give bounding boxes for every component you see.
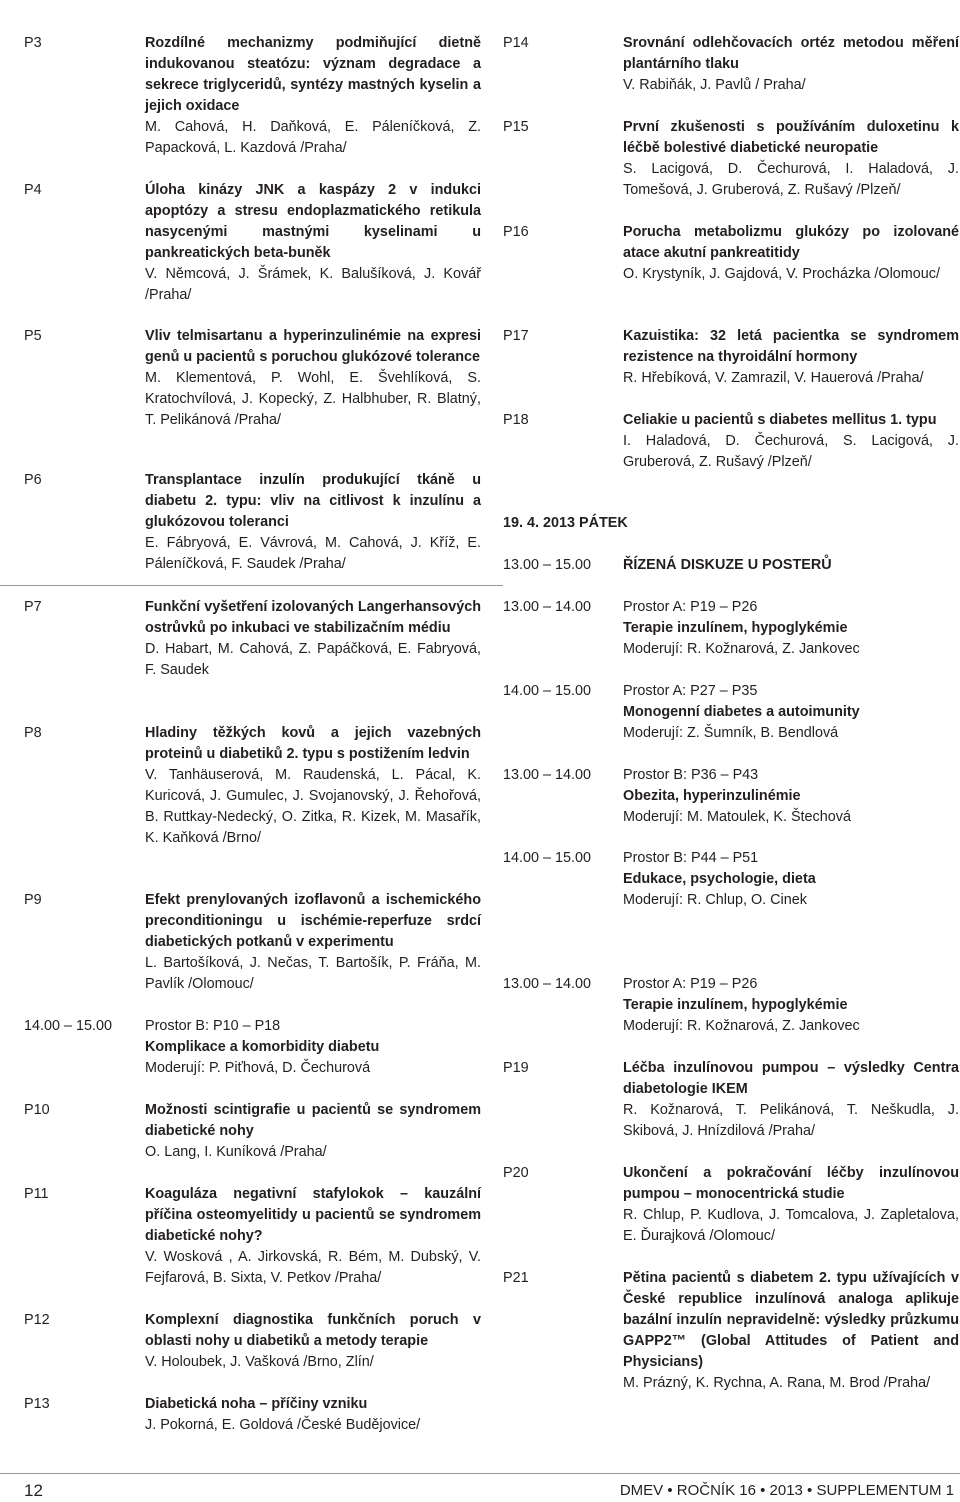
poster-authors: M. Klementová, P. Wohl, E. Švehlíková, S. Kratochvílová, J. Kopecký, Z. Halbhuber, R. Blatný, T. Pelikánová /Praha/ (145, 370, 481, 428)
section-divider (0, 585, 503, 586)
poster-authors: D. Habart, M. Cahová, Z. Papáčková, E. Fabryová, F. Saudek (145, 641, 481, 678)
session-moderators: Moderují: P. Piťhová, D. Čechurová (145, 1060, 371, 1076)
poster-code: P9 (24, 892, 42, 908)
poster-code: P11 (24, 1186, 49, 1202)
poster-code: P12 (24, 1312, 50, 1328)
poster-title: Komplexní diagnostika funkčních poruch v oblasti nohy u diabetiků a metody terapie (145, 1312, 481, 1349)
poster-code: P4 (24, 182, 42, 198)
poster-authors: V. Němcová, J. Šrámek, K. Balušíková, J. Kovář /Praha/ (145, 266, 481, 303)
poster-authors: E. Fábryová, E. Vávrová, M. Cahová, J. Kříž, E. Páleníčková, F. Saudek /Praha/ (145, 535, 481, 572)
poster-code: P5 (24, 328, 42, 344)
poster-authors: R. Hřebíková, V. Zamrazil, V. Hauerová /Praha/ (623, 370, 924, 386)
poster-authors: S. Lacigová, D. Čechurová, I. Haladová, J. Tomešová, J. Gruberová, Z. Rušavý /Plzeň/ (623, 161, 959, 198)
poster-code: P10 (24, 1102, 50, 1118)
session-moderators: Moderují: M. Matoulek, K. Štechová (623, 809, 851, 825)
poster-title: Celiakie u pacientů s diabetes mellitus 1. typu (623, 412, 937, 428)
session-moderators: Moderují: Z. Šumník, B. Bendlová (623, 725, 839, 741)
session-time: 13.00 – 14.00 (503, 599, 592, 615)
poster-code: P17 (503, 328, 529, 344)
poster-authors: R. Chlup, P. Kudlova, J. Tomcalova, J. Zapletalova, E. Ďurajková /Olomouc/ (623, 1207, 959, 1244)
poster-code: P15 (503, 119, 529, 135)
poster-authors: O. Lang, I. Kuníková /Praha/ (145, 1144, 327, 1160)
poster-title: Srovnání odlehčovacích ortéz metodou měření plantárního tlaku (623, 35, 959, 72)
poster-title: První zkušenosti s používáním duloxetinu k léčbě bolestivé diabetické neuropatie (623, 119, 959, 156)
poster-code: P21 (503, 1270, 529, 1286)
session-moderators: Moderují: R. Chlup, O. Cinek (623, 892, 807, 908)
session-topic: Komplikace a komorbidity diabetu (145, 1039, 380, 1055)
poster-code: P6 (24, 472, 42, 488)
session-time: 13.00 – 14.00 (503, 767, 592, 783)
session-topic: Edukace, psychologie, dieta (623, 871, 816, 887)
date-heading: 19. 4. 2013 PÁTEK (503, 515, 628, 531)
session-time: 14.00 – 15.00 (503, 850, 592, 866)
poster-title: Vliv telmisartanu a hyperinzulinémie na expresi genů u pacientů s poruchou glukózové tolerance (145, 328, 481, 365)
poster-code: P7 (24, 599, 42, 615)
session-room: Prostor A: P19 – P26 (623, 599, 758, 615)
poster-title: Kazuistika: 32 letá pacientka se syndromem rezistence na thyroidální hormony (623, 328, 959, 365)
session-moderators: Moderují: R. Kožnarová, Z. Jankovec (623, 1018, 860, 1034)
session-time: 13.00 – 14.00 (503, 976, 592, 992)
poster-code: P20 (503, 1165, 529, 1181)
poster-authors: M. Cahová, H. Daňková, E. Páleníčková, Z. Papacková, L. Kazdová /Praha/ (145, 119, 481, 156)
poster-authors: O. Krystyník, J. Gajdová, V. Procházka /Olomouc/ (623, 266, 940, 282)
poster-title: Transplantace inzulín produkující tkáně u diabetu 2. typu: vliv na citlivost k inzulínu a glukózovou toleranci (145, 472, 481, 530)
poster-authors: J. Pokorná, E. Goldová /České Budějovice/ (145, 1417, 421, 1433)
poster-code: P16 (503, 224, 529, 240)
poster-authors: I. Haladová, D. Čechurová, S. Lacigová, J. Gruberová, Z. Rušavý /Plzeň/ (623, 433, 959, 470)
page-number: 12 (24, 1481, 43, 1500)
session-room: Prostor A: P19 – P26 (623, 976, 758, 992)
poster-title: Funkční vyšetření izolovaných Langerhansových ostrůvků po inkubaci ve stabilizačním médiu (145, 599, 481, 636)
discussion-heading: ŘÍZENÁ DISKUZE U POSTERŮ (623, 557, 832, 573)
session-time: 14.00 – 15.00 (24, 1018, 113, 1034)
poster-title: Porucha metabolizmu glukózy po izolované atace akutní pankreatitidy (623, 224, 959, 261)
poster-code: P3 (24, 35, 42, 51)
poster-code: P13 (24, 1396, 50, 1412)
session-topic: Obezita, hyperinzulinémie (623, 788, 801, 804)
poster-title: Ukončení a pokračování léčby inzulínovou pumpou – monocentrická studie (623, 1165, 959, 1202)
poster-title: Efekt prenylovaných izoflavonů a ischemického preconditioningu u ischémie-reperfuze srdcí diabetických potkanů v experimentu (145, 892, 481, 950)
session-moderators: Moderují: R. Kožnarová, Z. Jankovec (623, 641, 860, 657)
poster-authors: L. Bartošíková, J. Nečas, T. Bartošík, P. Fráňa, M. Pavlík /Olomouc/ (145, 955, 481, 992)
poster-authors: V. Rabiňák, J. Pavlů / Praha/ (623, 77, 806, 93)
poster-title: Možnosti scintigrafie u pacientů se syndromem diabetické nohy (145, 1102, 481, 1139)
poster-title: Úloha kinázy JNK a kaspázy 2 v indukci apoptózy a stresu endoplazmatického retikula nasycenými mastnými kyselinami u pankreatických beta-buněk (145, 182, 481, 261)
session-topic: Terapie inzulínem, hypoglykémie (623, 620, 848, 636)
poster-code: P14 (503, 35, 529, 51)
session-room: Prostor B: P10 – P18 (145, 1018, 281, 1034)
session-topic: Monogenní diabetes a autoimunity (623, 704, 860, 720)
poster-authors: V. Tanhäuserová, M. Raudenská, L. Pácal, K. Kuricová, J. Gumulec, J. Svojanovský, J. Řehořová, B. Ruttkay-Nedecký, O. Zitka, R. Kizek, M. Masařík, K. Kaňková /Brno/ (145, 767, 481, 846)
session-room: Prostor B: P44 – P51 (623, 850, 759, 866)
session-room: Prostor A: P27 – P35 (623, 683, 758, 699)
session-time: 13.00 – 15.00 (503, 557, 592, 573)
poster-authors: M. Prázný, K. Rychna, A. Rana, M. Brod /Praha/ (623, 1375, 931, 1391)
poster-title: Rozdílné mechanizmy podmiňující dietně indukovanou steatózu: význam degradace a sekrece triglyceridů, syntézy mastných kyselin a jejich oxidace (145, 35, 481, 114)
session-topic: Terapie inzulínem, hypoglykémie (623, 997, 848, 1013)
poster-authors: V. Holoubek, J. Vašková /Brno, Zlín/ (145, 1354, 374, 1370)
poster-authors: V. Wosková , A. Jirkovská, R. Bém, M. Dubský, V. Fejfarová, B. Sixta, V. Petkov /Praha/ (145, 1249, 481, 1286)
poster-code: P18 (503, 412, 529, 428)
poster-title: Diabetická noha – příčiny vzniku (145, 1396, 368, 1412)
journal-footer: DMEV • ROČNÍK 16 • 2013 • SUPPLEMENTUM 1 (619, 1482, 954, 1499)
footer-divider (0, 1473, 960, 1474)
poster-code: P19 (503, 1060, 529, 1076)
session-room: Prostor B: P36 – P43 (623, 767, 759, 783)
poster-title: Pětina pacientů s diabetem 2. typu užívajících v České republice inzulínová analoga aplikuje bazální inzulín nepravidelně: výsledky průzkumu GAPP2™ (Global Attitudes of Patient and Physicians) (623, 1270, 959, 1370)
poster-authors: R. Kožnarová, T. Pelikánová, T. Neškudla, J. Skibová, J. Hnízdilová /Praha/ (623, 1102, 959, 1139)
poster-title: Léčba inzulínovou pumpou – výsledky Centra diabetologie IKEM (623, 1060, 959, 1097)
poster-title: Hladiny těžkých kovů a jejich vazebných proteinů u diabetiků 2. typu s postižením ledvin (145, 725, 481, 762)
session-time: 14.00 – 15.00 (503, 683, 592, 699)
poster-title: Koaguláza negativní stafylokok – kauzální příčina osteomyelitidy u pacientů se syndromem diabetické nohy? (145, 1186, 481, 1244)
poster-code: P8 (24, 725, 42, 741)
